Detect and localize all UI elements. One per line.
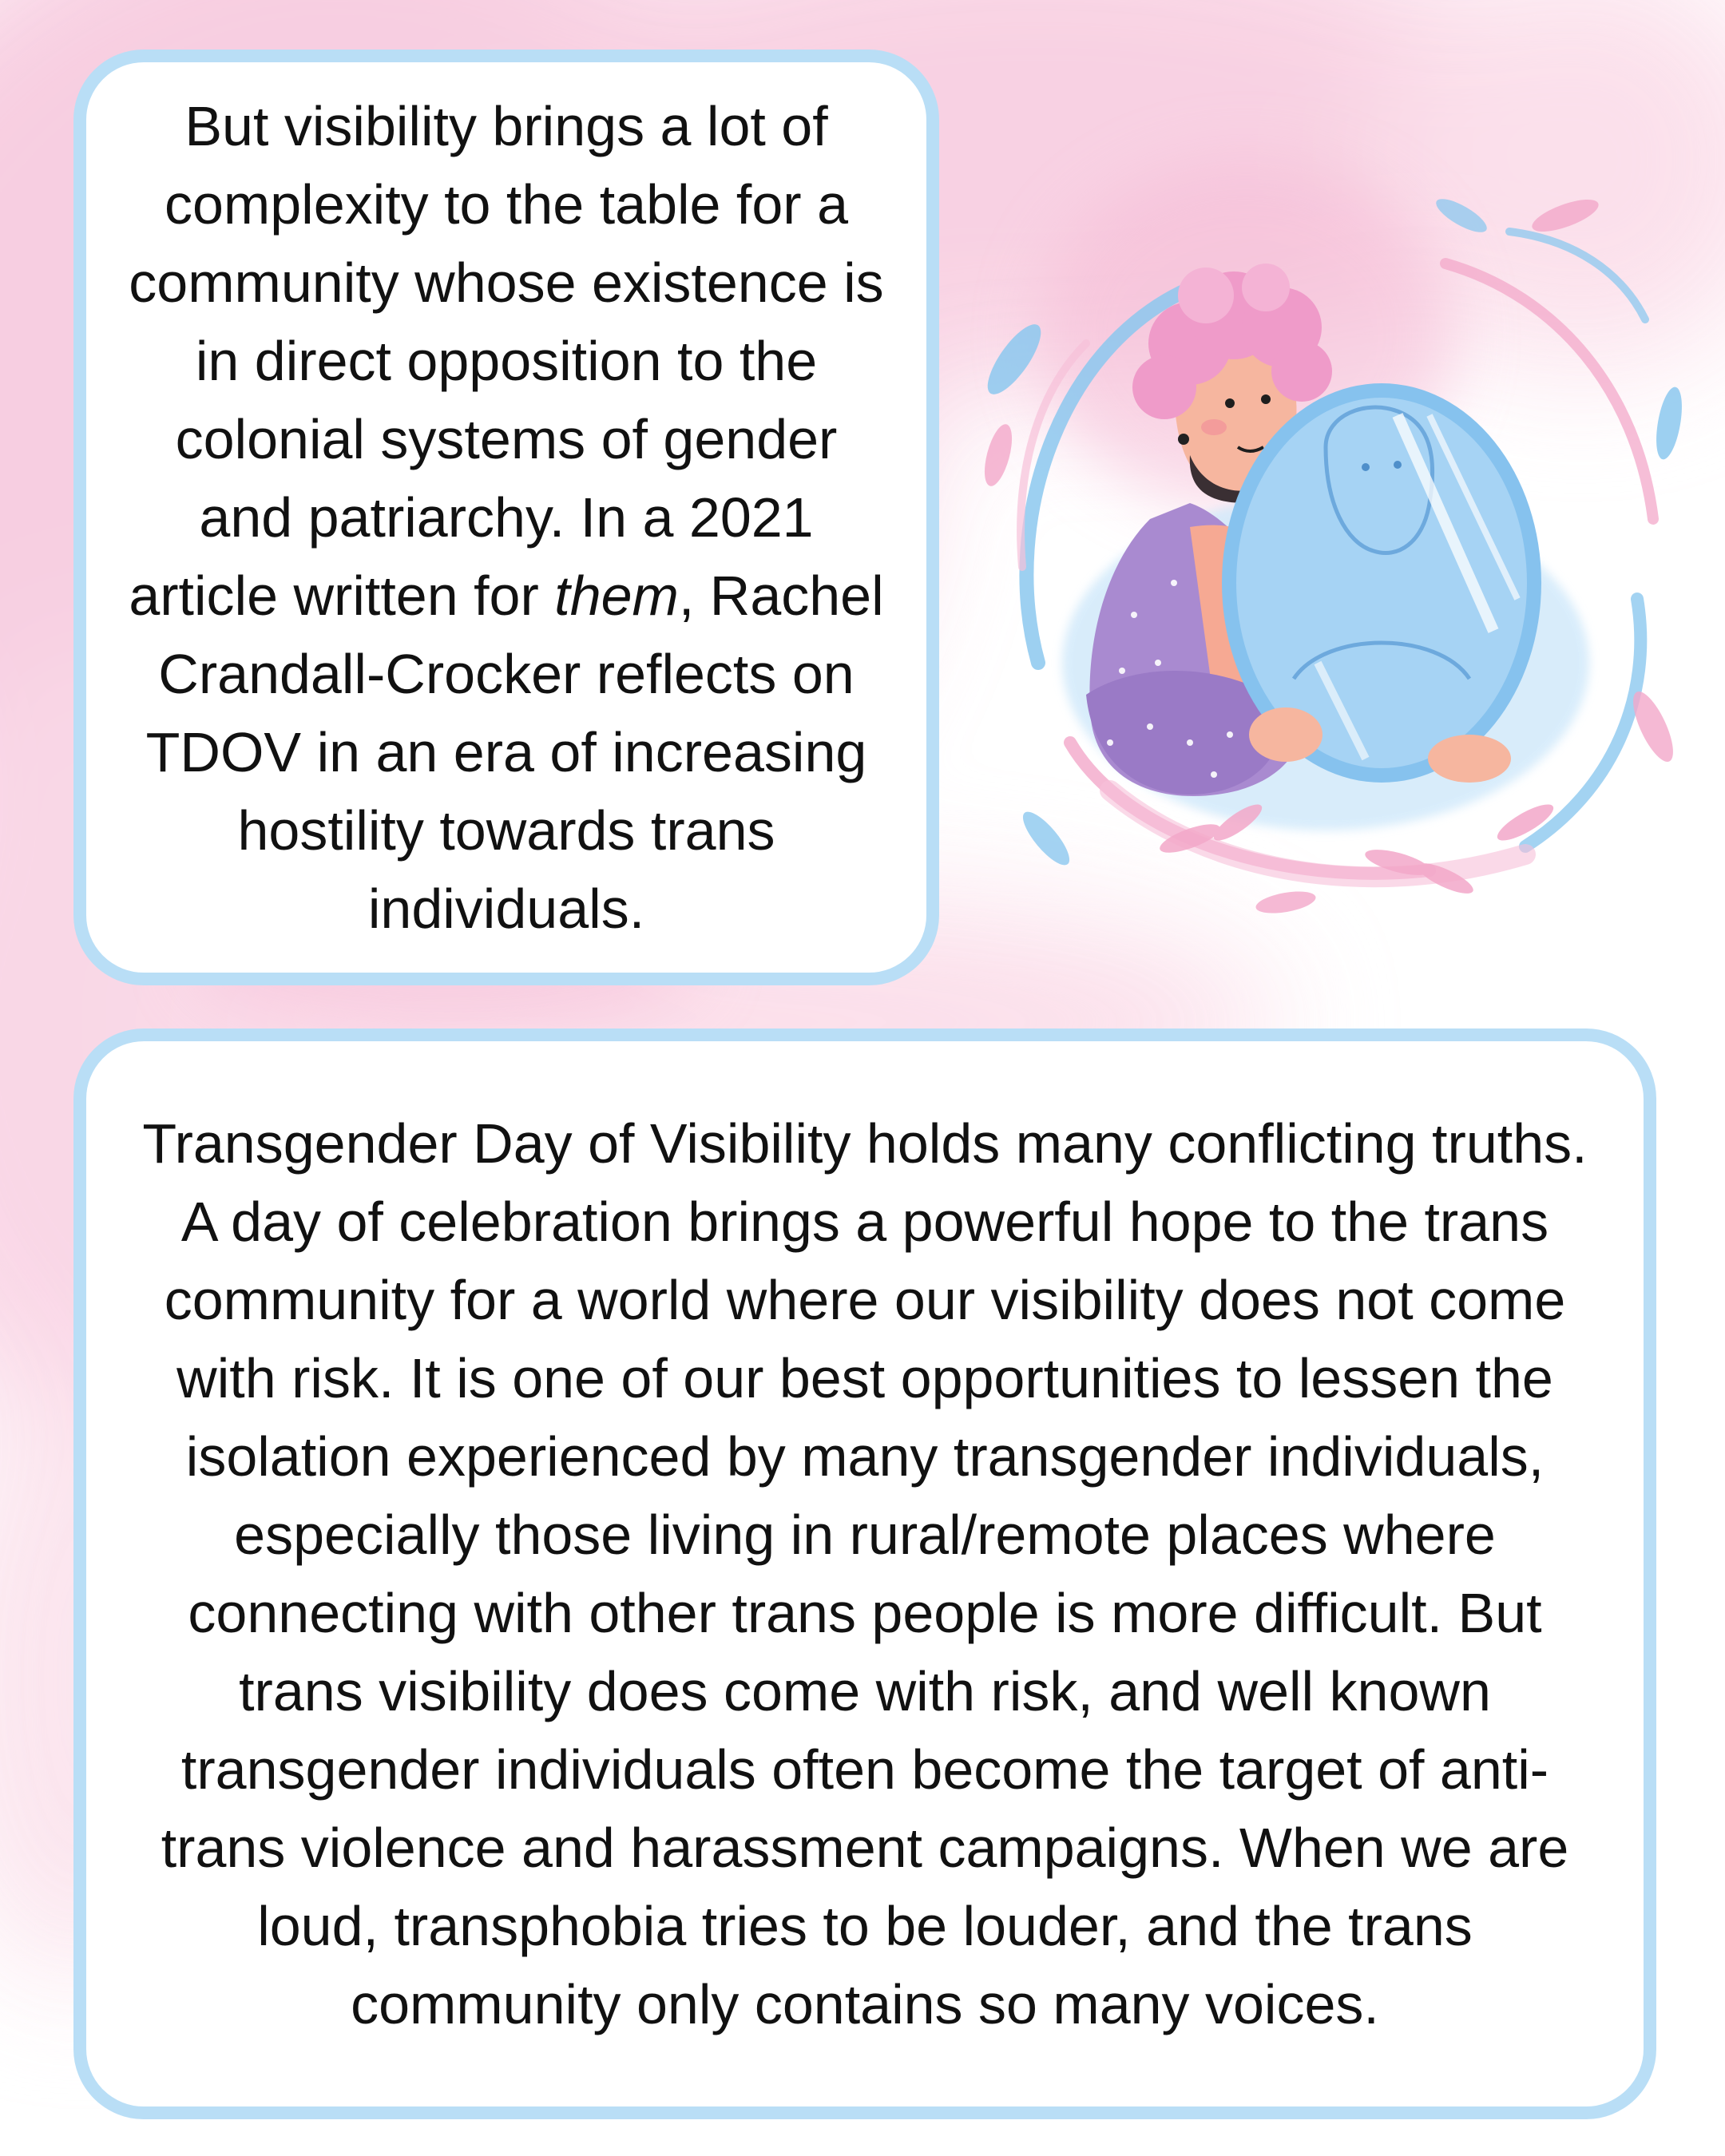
bottom-card-paragraph: Transgender Day of Visibility holds many conflicting truths. A day of celebration brings a powerful hope to the trans community for a world where our visibility does not come with risk. It is one of our best opportunities to lessen the isolation experienced by many transgender individuals, especially those living in rural/remote places where connecting with other trans people is more difficult. But trans visibility does come with risk, and well known transgender individuals often become the target of anti-trans violence and harassment campaigns. When we are loud, transphobia tries to be louder, and the trans community only contains so many voices. <box>142 1112 1588 2035</box>
bottom-text-card <box>73 1028 1656 2119</box>
top-card-paragraph <box>121 87 891 948</box>
top-card-text-before: But visibility brings a lot of complexity to the table for a community whose existence is in direct opposition to the colonial systems of gender and patriarchy. In a 2021 article written for <box>129 95 884 627</box>
person-holding-mirror-illustration <box>950 184 1701 950</box>
publication-name: them <box>554 565 679 627</box>
top-text-card <box>73 50 939 985</box>
top-card-text-after: , Rachel Crandall-Crocker reflects on TDOV in an era of increasing hostility towards trans individuals. <box>145 565 884 940</box>
